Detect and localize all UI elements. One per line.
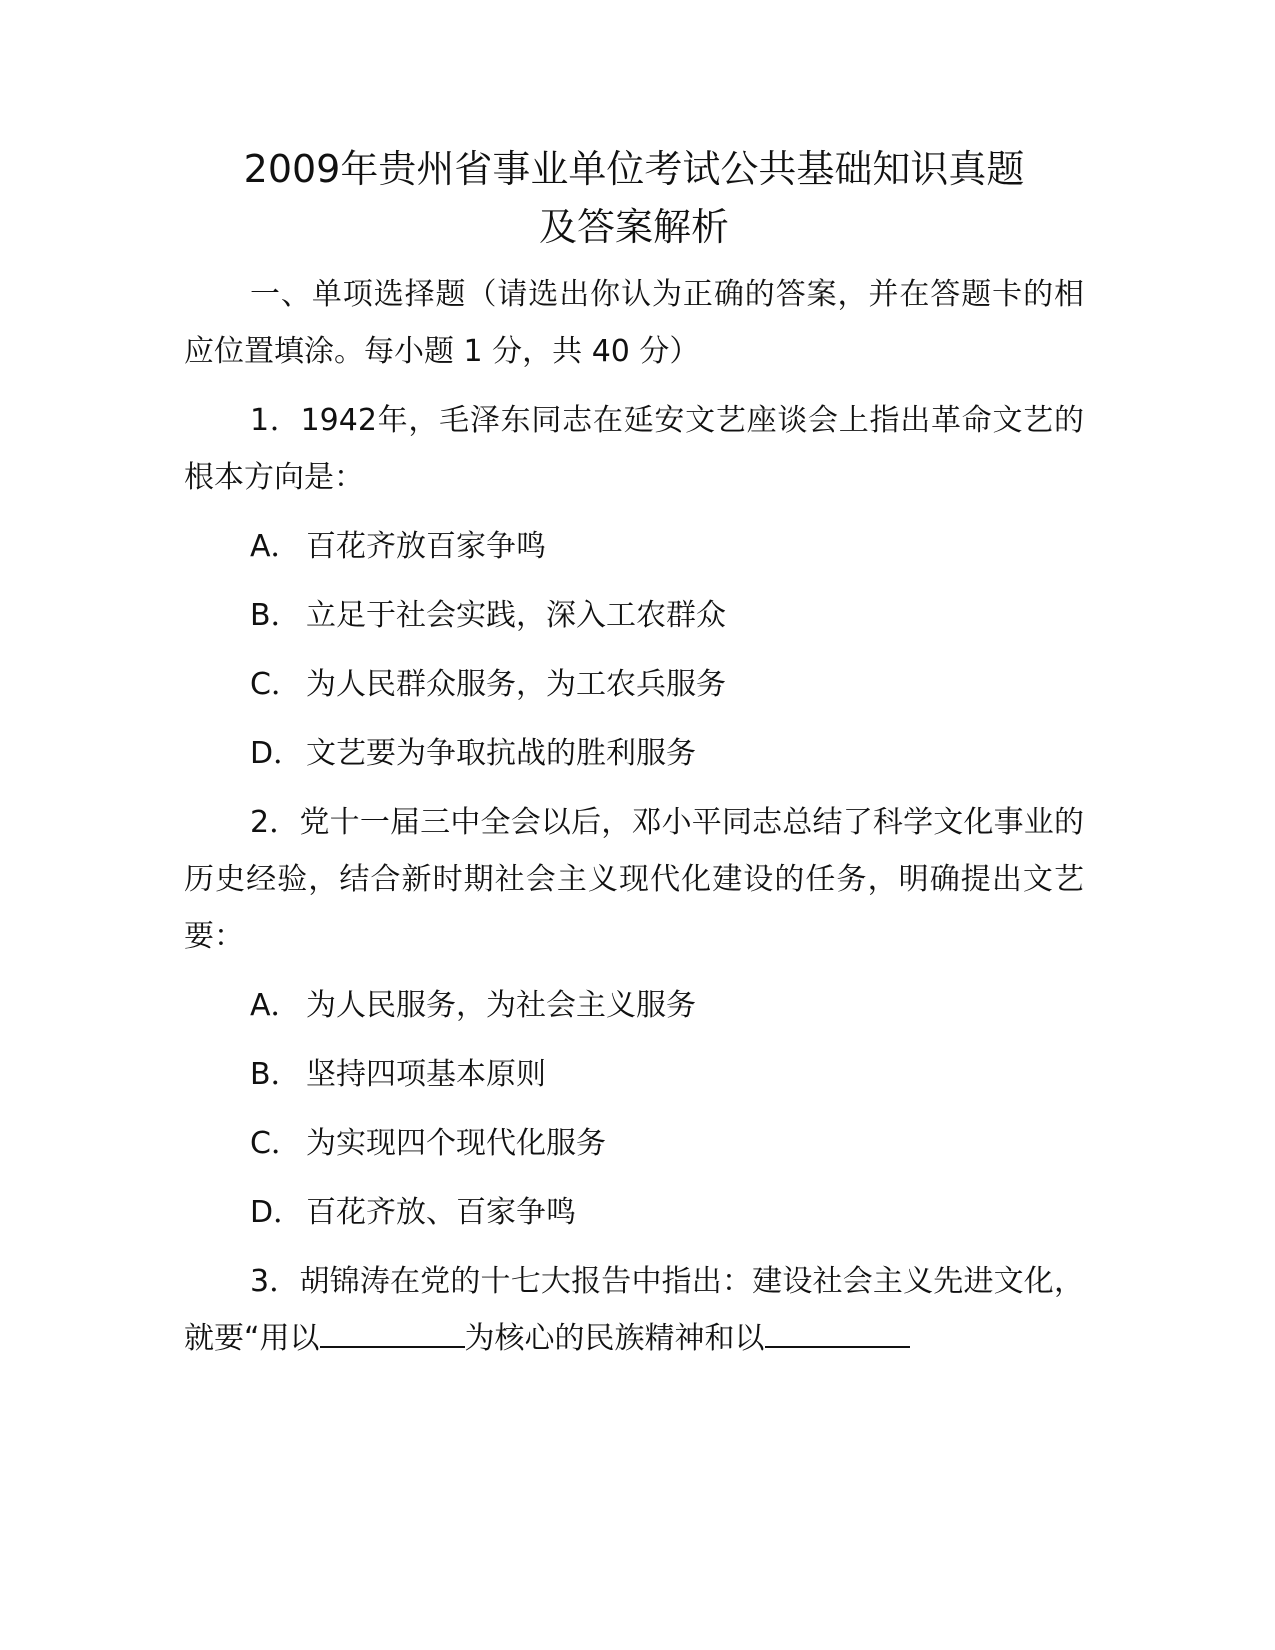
question-3-stem bbox=[184, 1253, 1084, 1367]
question-2-option-b bbox=[184, 1046, 1084, 1103]
option-letter: C． bbox=[250, 1126, 301, 1161]
title-line-2: 及答案解析 bbox=[538, 205, 729, 249]
answer-blank-2 bbox=[765, 1316, 910, 1348]
option-text: 文艺要为争取抗战的胜利服务 bbox=[306, 736, 696, 771]
question-2-option-c bbox=[184, 1115, 1084, 1172]
title-line-1: 2009年贵州省事业单位考试公共基础知识真题 bbox=[243, 147, 1025, 191]
answer-blank-1 bbox=[320, 1316, 465, 1348]
question-1-stem: 1．1942年，毛泽东同志在延安文艺座谈会上指出革命文艺的根本方向是： bbox=[184, 403, 1084, 495]
option-letter: C． bbox=[250, 667, 301, 702]
question-3-text-part-1: 3．胡锦涛在党的十七大报告中指出：建设社会主义先进文化，就要“用以 bbox=[184, 1264, 1084, 1356]
question-2-stem: 2．党十一届三中全会以后，邓小平同志总结了科学文化事业的历史经验，结合新时期社会主义现代化建设的任务，明确提出文艺要： bbox=[184, 805, 1084, 954]
section-heading: 一、单项选择题（请选出你认为正确的答案，并在答题卡的相应位置填涂。每小题 1 分，共 40 分） bbox=[184, 277, 1084, 369]
option-text: 为人民群众服务，为工农兵服务 bbox=[306, 667, 726, 702]
option-text: 为人民服务，为社会主义服务 bbox=[306, 988, 696, 1023]
question-1-option-a bbox=[184, 518, 1084, 575]
option-text: 坚持四项基本原则 bbox=[306, 1057, 546, 1092]
question-2-option-a bbox=[184, 977, 1084, 1034]
question-2-option-d bbox=[184, 1184, 1084, 1241]
option-letter: A． bbox=[250, 988, 301, 1023]
option-letter: D． bbox=[250, 736, 304, 771]
option-text: 为实现四个现代化服务 bbox=[306, 1126, 606, 1161]
document-title bbox=[184, 140, 1084, 256]
option-text: 百花齐放、百家争鸣 bbox=[306, 1195, 576, 1230]
option-text: 百花齐放百家争鸣 bbox=[306, 529, 546, 564]
question-3-text-part-2: 为核心的民族精神和以 bbox=[464, 1321, 765, 1356]
option-letter: D． bbox=[250, 1195, 304, 1230]
option-letter: B． bbox=[250, 598, 301, 633]
question-1-option-b bbox=[184, 587, 1084, 644]
option-text: 立足于社会实践，深入工农群众 bbox=[306, 598, 726, 633]
question-1-option-d bbox=[184, 725, 1084, 782]
option-letter: B． bbox=[250, 1057, 301, 1092]
question-1-option-c bbox=[184, 656, 1084, 713]
document-page bbox=[184, 140, 1084, 1379]
option-letter: A． bbox=[250, 529, 301, 564]
